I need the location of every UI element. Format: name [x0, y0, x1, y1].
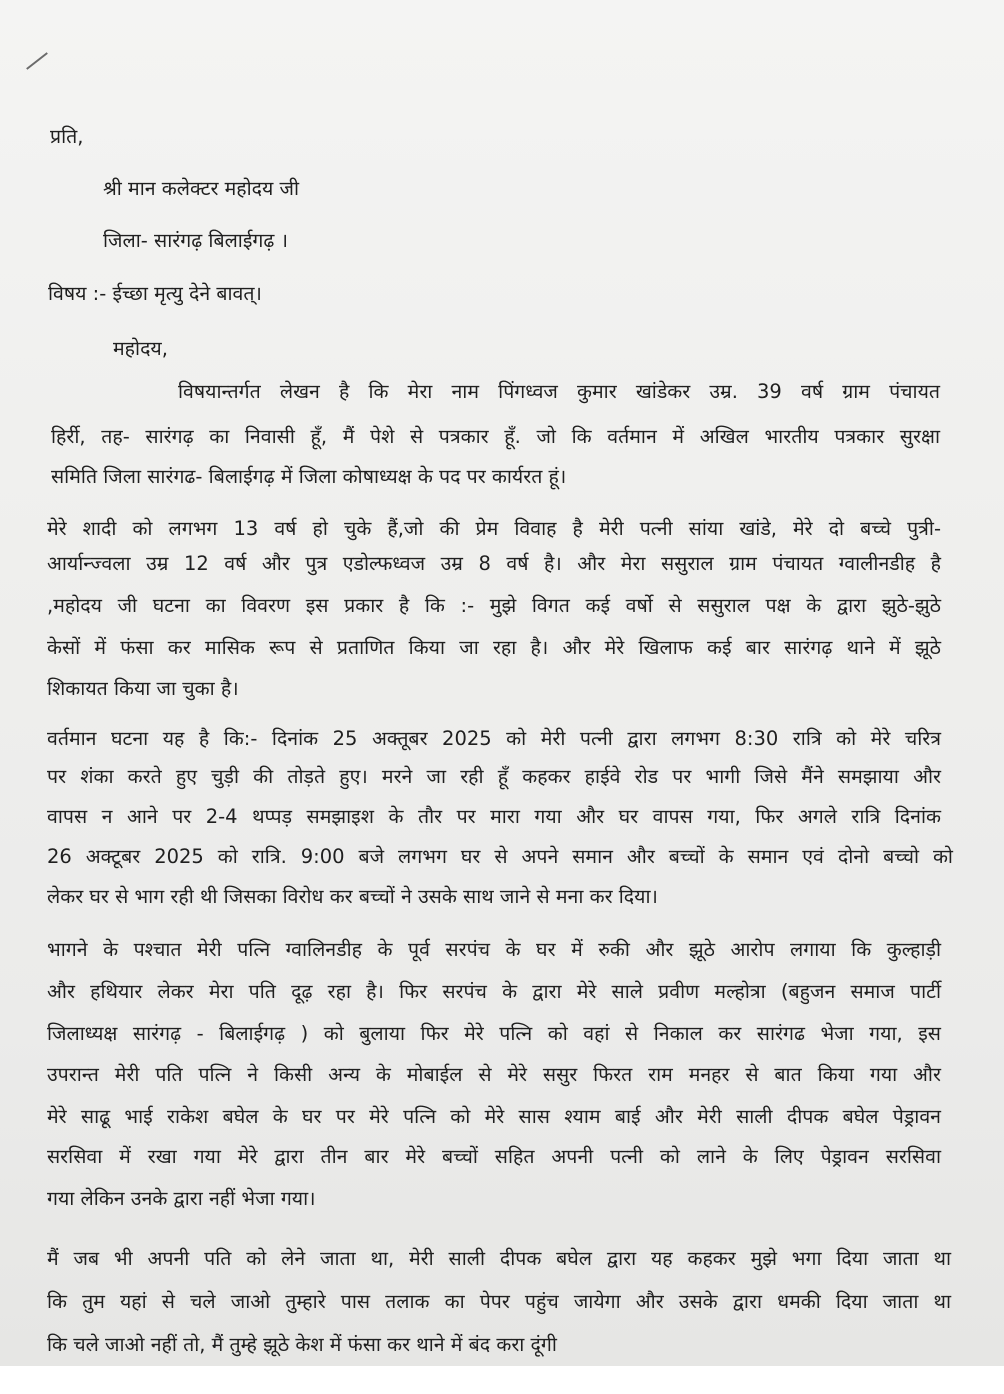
para1-line-1: विषयान्तर्गत लेखन है कि मेरा नाम पिंगध्वज कुमार खांडेकर उम्र. 39 वर्ष ग्राम पंचायत [178, 380, 940, 403]
salutation-to: प्रति, [50, 125, 84, 148]
para2-line-1: मेरे शादी को लगभग 13 वर्ष हो चुके हैं,जो की प्रेम विवाह है मेरी पत्नी सांया खांडे, मेरे दो बच्चे पुत्री- [47, 517, 941, 540]
para3-line-5: लेकर घर से भाग रही थी जिसका विरोध कर बच्चों ने उसके साथ जाने से मना कर दिया। [47, 885, 658, 908]
para2-line-3: ,महोदय जी घटना का विवरण इस प्रकार है कि :- मुझे विगत कई वर्षो से ससुराल पक्ष के द्वारा झुठे-झुठे [47, 594, 941, 617]
greeting: महोदय, [113, 337, 168, 360]
para2-line-5: शिकायत किया जा चुका है। [47, 677, 239, 700]
para4-line-3: जिलाध्यक्ष सारंगढ़ - बिलाईगढ़ ) को बुलाया फिर मेरे पत्नि को वहां से निकाल कर सारंगढ भेजा गया, इस [47, 1022, 941, 1045]
para4-line-5: मेरे साढू भाई राकेश बघेल के घर पर मेरे पत्नि को मेरे सास श्याम बाई और मेरी साली दीपक बघेल पेड्रावन [47, 1105, 941, 1128]
para1-line-2: हिर्री, तह- सारंगढ़ का निवासी हूँ, मैं पेशे से पत्रकार हूँ. जो कि वर्तमान में अखिल भारतीय पत्रकार सुरक्षा [51, 425, 940, 448]
para4-line-6: सरसिवा में रखा गया मेरे द्वारा तीन बार मेरे बच्चों सहित अपनी पत्नी को लाने के लिए पेड्रावन सरसिवा [47, 1145, 941, 1168]
para3-line-1: वर्तमान घटना यह है कि:- दिनांक 25 अक्तूबर 2025 को मेरी पत्नी द्वारा लगभग 8:30 रात्रि को मेरे चरित्र [47, 727, 941, 750]
para3-line-4: 26 अक्टूबर 2025 को रात्रि. 9:00 बजे लगभग घर से अपने समान और बच्चों के समान एवं दोनो बच्चो को [47, 845, 953, 868]
subject-line: विषय :- ईच्छा मृत्यु देने बावत्। [48, 282, 262, 305]
para4-line-2: और हथियार लेकर मेरा पति दूढ़ रहा है। फिर सरपंच के द्वारा मेरे साले प्रवीण मल्होत्रा (बहुजन समाज पार्टी [47, 980, 941, 1003]
para2-line-2: आर्यान्ज्वला उम्र 12 वर्ष और पुत्र एडोल्फध्वज उम्र 8 वर्ष है। और मेरा ससुराल ग्राम पंचायत ग्वालीनडीह है [47, 552, 941, 575]
para5-line-3: कि चले जाओ नहीं तो, मैं तुम्हे झूठे केश में फंसा कर थाने में बंद करा दूंगी [47, 1333, 557, 1356]
para5-line-1: मैं जब भी अपनी पति को लेने जाता था, मेरी साली दीपक बघेल द्वारा यह कहकर मुझे भगा दिया जाता था [47, 1247, 951, 1270]
para4-line-4: उपरान्त मेरी पति पत्नि ने किसी अन्य के मोबाईल से मेरे ससुर फिरत राम मनहर से बात किया गया और [47, 1063, 941, 1086]
para1-line-3: समिति जिला सारंगढ- बिलाईगढ़ में जिला कोषाध्यक्ष के पद पर कार्यरत हूं। [51, 465, 567, 488]
para5-line-2: कि तुम यहां से चले जाओ तुम्हारे पास तलाक का पेपर पहुंच जायेगा और उसके द्वारा धमकी दिया जाता था [47, 1290, 951, 1313]
para4-line-7: गया लेकिन उनके द्वारा नहीं भेजा गया। [47, 1187, 316, 1210]
para3-line-3: वापस न आने पर 2-4 थप्पड़ समझाइश के तौर पर मारा गया और घर वापस गया, फिर अगले रात्रि दिनांक [47, 805, 941, 828]
recipient-line-1: श्री मान कलेक्टर महोदय जी [103, 177, 300, 200]
pencil-mark [26, 52, 48, 70]
para3-line-2: पर शंका करते हुए चुड़ी की तोड़ते हुए। मरने जा रही हूँ कहकर हाईवे रोड पर भागी जिसे मैंने समझाया और [47, 765, 941, 788]
bottom-margin [0, 1366, 1004, 1394]
para4-line-1: भागने के पश्चात मेरी पत्नि ग्वालिनडीह के पूर्व सरपंच के घर में रुकी और झूठे आरोप लगाया कि कुल्हाड़ी [47, 938, 941, 961]
recipient-line-2: जिला- सारंगढ़ बिलाईगढ़ । [103, 229, 288, 252]
para2-line-4: केसों में फंसा कर मासिक रूप से प्रताणित किया जा रहा है। और मेरे खिलाफ कई बार सारंगढ़ थाने में झूठे [47, 636, 941, 659]
